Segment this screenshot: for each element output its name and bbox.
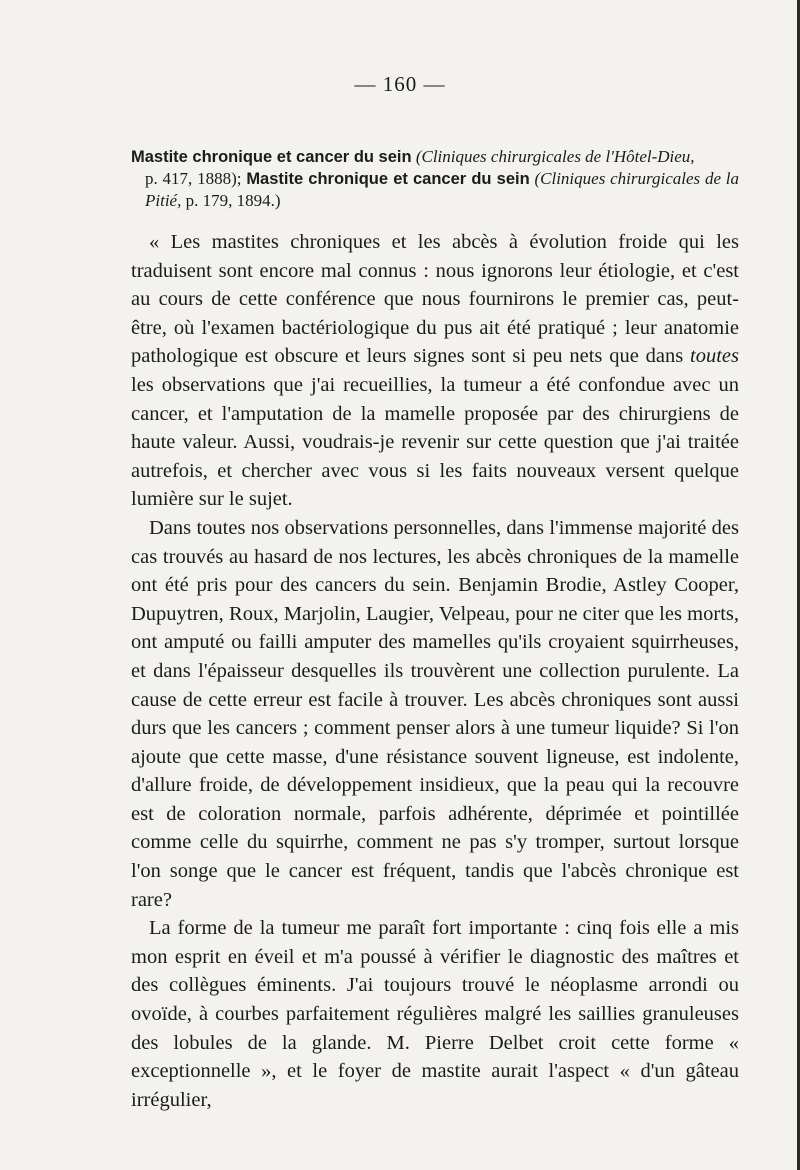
paragraph-3: La forme de la tumeur me paraît fort importante : cinq fois elle a mis mon esprit en éveil et m'a poussé à vérifier le diagnostic des maîtres et des collègues éminents. J'ai toujours trouvé le néoplasme arrondi ou ovoïde, à courbes parfaitement régulières malgré les saillies granuleuses des lobules de la glande. M. Pierre Delbet croit cette forme « exceptionnelle », et le foyer de mastite aurait l'aspect « d'un gâteau irrégulier, [131,917,739,1111]
reference-pages-1: p. 417, 1888); [145,169,242,188]
reference-title-1: Mastite chronique et cancer du sein [131,148,412,166]
reference-pages-2: p. 179, 1894.) [185,191,281,210]
reference-title-2: Mastite chronique et cancer du sein [246,170,530,188]
paragraph-1-text-b: les observations que j'ai recueillies, la tumeur a été confondue avec un cancer, et l'amputation de la mamelle proposée par des chirurgiens de haute valeur. Aussi, voudrais-je revenir sur cette question que j'ai traitée autrefois, et chercher avec vous si les faits nouveaux versent quelque lumière sur le sujet. [131,373,739,511]
reference-continuation [131,168,739,212]
paragraph-1-emphasis: toutes [690,345,739,368]
paragraph-1-text-a: « Les mastites chroniques et les abcès à évolution froide qui les traduisent sont encore mal connus : nous ignorons leur étiologie, et c'est au cours de cette conférence que nous fournirons le premier cas, peut-être, où l'examen bactériologique du pus ait été pratiqué ; leur anatomie pathologique est obscure et leurs signes sont si peu nets que dans [131,231,739,368]
bibliographic-reference [131,146,739,212]
page-number: — 160 — [354,72,446,96]
body-text [131,228,739,1114]
reference-book-1: (Cliniques chirurgicales de l'Hôtel-Dieu, [415,147,695,166]
reference-book-2: (Cliniques chirurgicales de la Pitié, [145,169,740,210]
paragraph-1 [131,228,739,514]
paragraph-2: Dans toutes nos observations personnelles, dans l'immense majorité des cas trouvés au hasard de nos lectures, les abcès chroniques de la mamelle ont été pris pour des cancers du sein. Benjamin Brodie, Astley Cooper, Dupuytren, Roux, Marjolin, Laugier, Velpeau, pour ne citer que les morts, ont amputé ou failli amputer des mamelles qu'ils croyaient squirrheuses, et dans l'épaisseur desquelles ils trouvèrent une collection purulente. La cause de cette erreur est facile à trouver. Les abcès chroniques sont aussi durs que les cancers ; comment penser alors à une tumeur liquide? Si l'on ajoute que cette masse, d'une résistance souvent ligneuse, est indolente, d'allure froide, de développement insidieux, que la peau qui la recouvre est de coloration normale, parfois adhérente, déprimée et pointillée comme celle du squirrhe, comment ne pas s'y tromper, surtout lorsque l'on songe que le cancer est fréquent, tandis que l'abcès chronique est rare? [131,516,739,911]
